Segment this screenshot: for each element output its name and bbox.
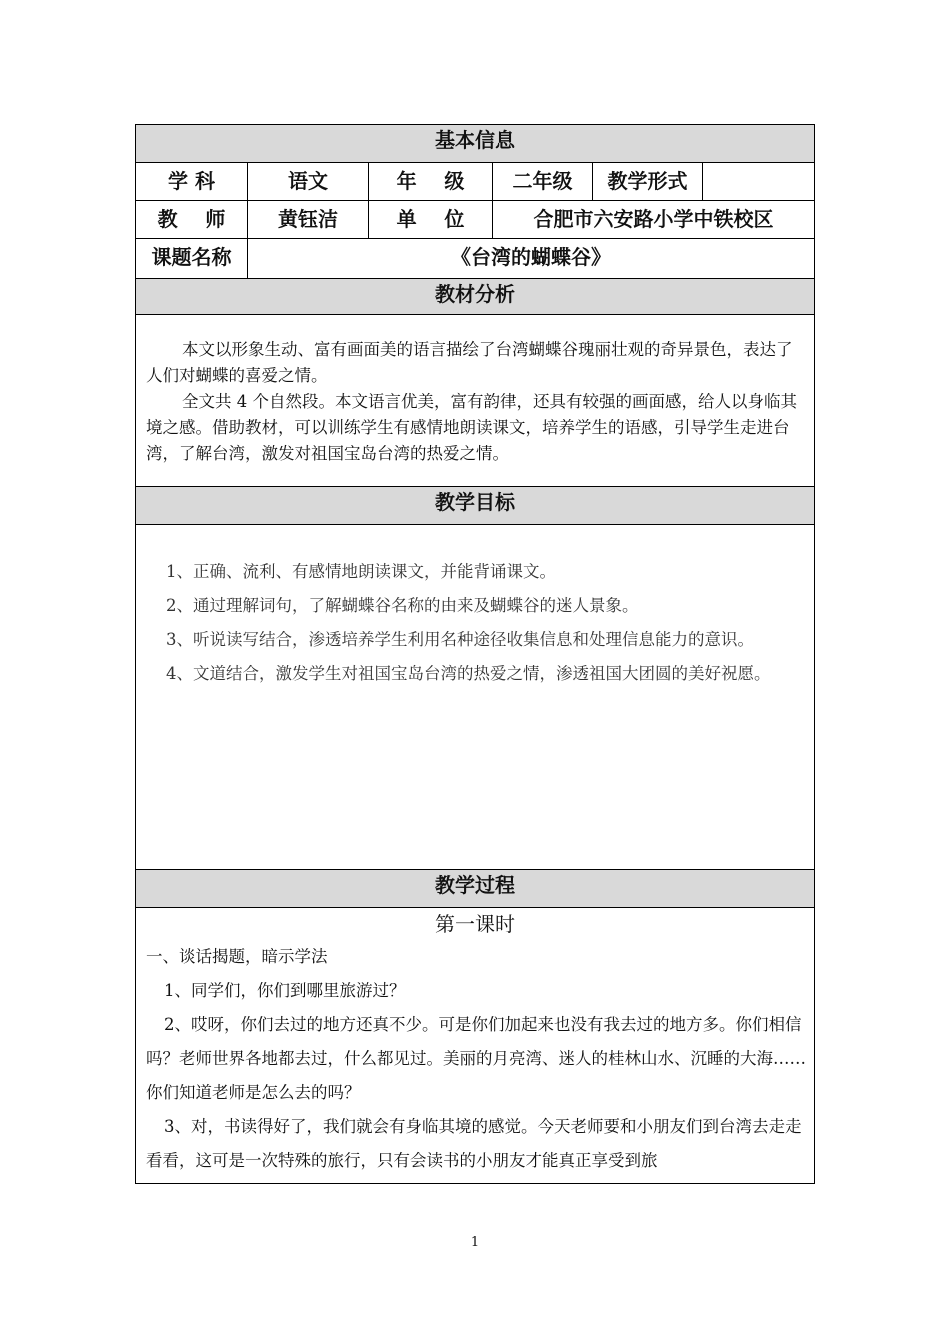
lesson-title: 第一课时 bbox=[435, 912, 515, 936]
goal-item: 1、正确、流利、有感情地朗读课文，并能背诵课文。 bbox=[166, 562, 556, 581]
info-row-topic bbox=[136, 239, 814, 279]
material-paragraph: 全文共 4 个自然段。本文语言优美，富有韵律，还具有较强的画面感，给人以身临其境之感。借助教材，可以训练学生有感情地朗读课文，培养学生的语感，引导学生走进台湾，了解台湾，激发对祖国宝岛台湾的热爱之情。 bbox=[146, 392, 797, 463]
topic-value: 《台湾的蝴蝶谷》 bbox=[451, 245, 611, 269]
teacher-label: 教 师 bbox=[136, 201, 248, 238]
section-title: 一、谈话揭题，暗示学法 bbox=[146, 947, 328, 966]
process-paragraph: 3、对，书读得好了，我们就会有身临其境的感觉。今天老师要和小朋友们到台湾去走走看看，这可是一次特殊的旅行，只有会读书的小朋友才能真正享受到旅 bbox=[146, 1117, 802, 1170]
form-label: 教学形式 bbox=[593, 163, 703, 200]
grade-value: 二年级 bbox=[493, 163, 593, 200]
teaching-process-section bbox=[136, 908, 814, 1184]
teaching-process-heading: 教学过程 bbox=[136, 870, 814, 908]
material-analysis-section bbox=[136, 315, 814, 487]
subject-value: 语文 bbox=[248, 163, 369, 200]
teaching-process-text bbox=[146, 940, 806, 1178]
info-row-teacher bbox=[136, 201, 814, 239]
material-analysis-heading: 教材分析 bbox=[136, 279, 814, 315]
process-paragraph: 1、同学们，你们到哪里旅游过？ bbox=[164, 981, 406, 1000]
subject-label: 学 科 bbox=[136, 163, 248, 200]
info-row-subject bbox=[136, 163, 814, 201]
grade-label: 年 级 bbox=[369, 163, 493, 200]
lesson-plan-table bbox=[135, 124, 815, 1184]
process-paragraph: 2、哎呀，你们去过的地方还真不少。可是你们加起来也没有我去过的地方多。你们相信吗？老师世界各地都去过，什么都见过。美丽的月亮湾、迷人的桂林山水、沉睡的大海……你们知道老师是怎么去的吗？ bbox=[146, 1015, 806, 1102]
teacher-value: 黄钰洁 bbox=[248, 201, 369, 238]
basic-info-heading: 基本信息 bbox=[136, 125, 814, 163]
unit-label: 单 位 bbox=[369, 201, 493, 238]
material-paragraph: 本文以形象生动、富有画面美的语言描绘了台湾蝴蝶谷瑰丽壮观的奇异景色，表达了人们对蝴蝶的喜爱之情。 bbox=[146, 340, 793, 385]
teaching-goals-list bbox=[144, 555, 806, 691]
material-analysis-text bbox=[146, 337, 804, 467]
topic-label: 课题名称 bbox=[136, 239, 248, 278]
unit-value: 合肥市六安路小学中铁校区 bbox=[533, 207, 774, 231]
form-value bbox=[703, 163, 814, 200]
goal-item: 3、听说读写结合，渗透培养学生利用名种途径收集信息和处理信息能力的意识。 bbox=[166, 630, 754, 649]
goal-item: 2、通过理解词句，了解蝴蝶谷名称的由来及蝴蝶谷的迷人景象。 bbox=[166, 596, 639, 615]
goal-item: 4、文道结合，激发学生对祖国宝岛台湾的热爱之情，渗透祖国大团圆的美好祝愿。 bbox=[166, 664, 771, 683]
page-number: 1 bbox=[470, 1235, 480, 1250]
teaching-goals-heading: 教学目标 bbox=[136, 487, 814, 525]
teaching-goals-section bbox=[136, 525, 814, 870]
